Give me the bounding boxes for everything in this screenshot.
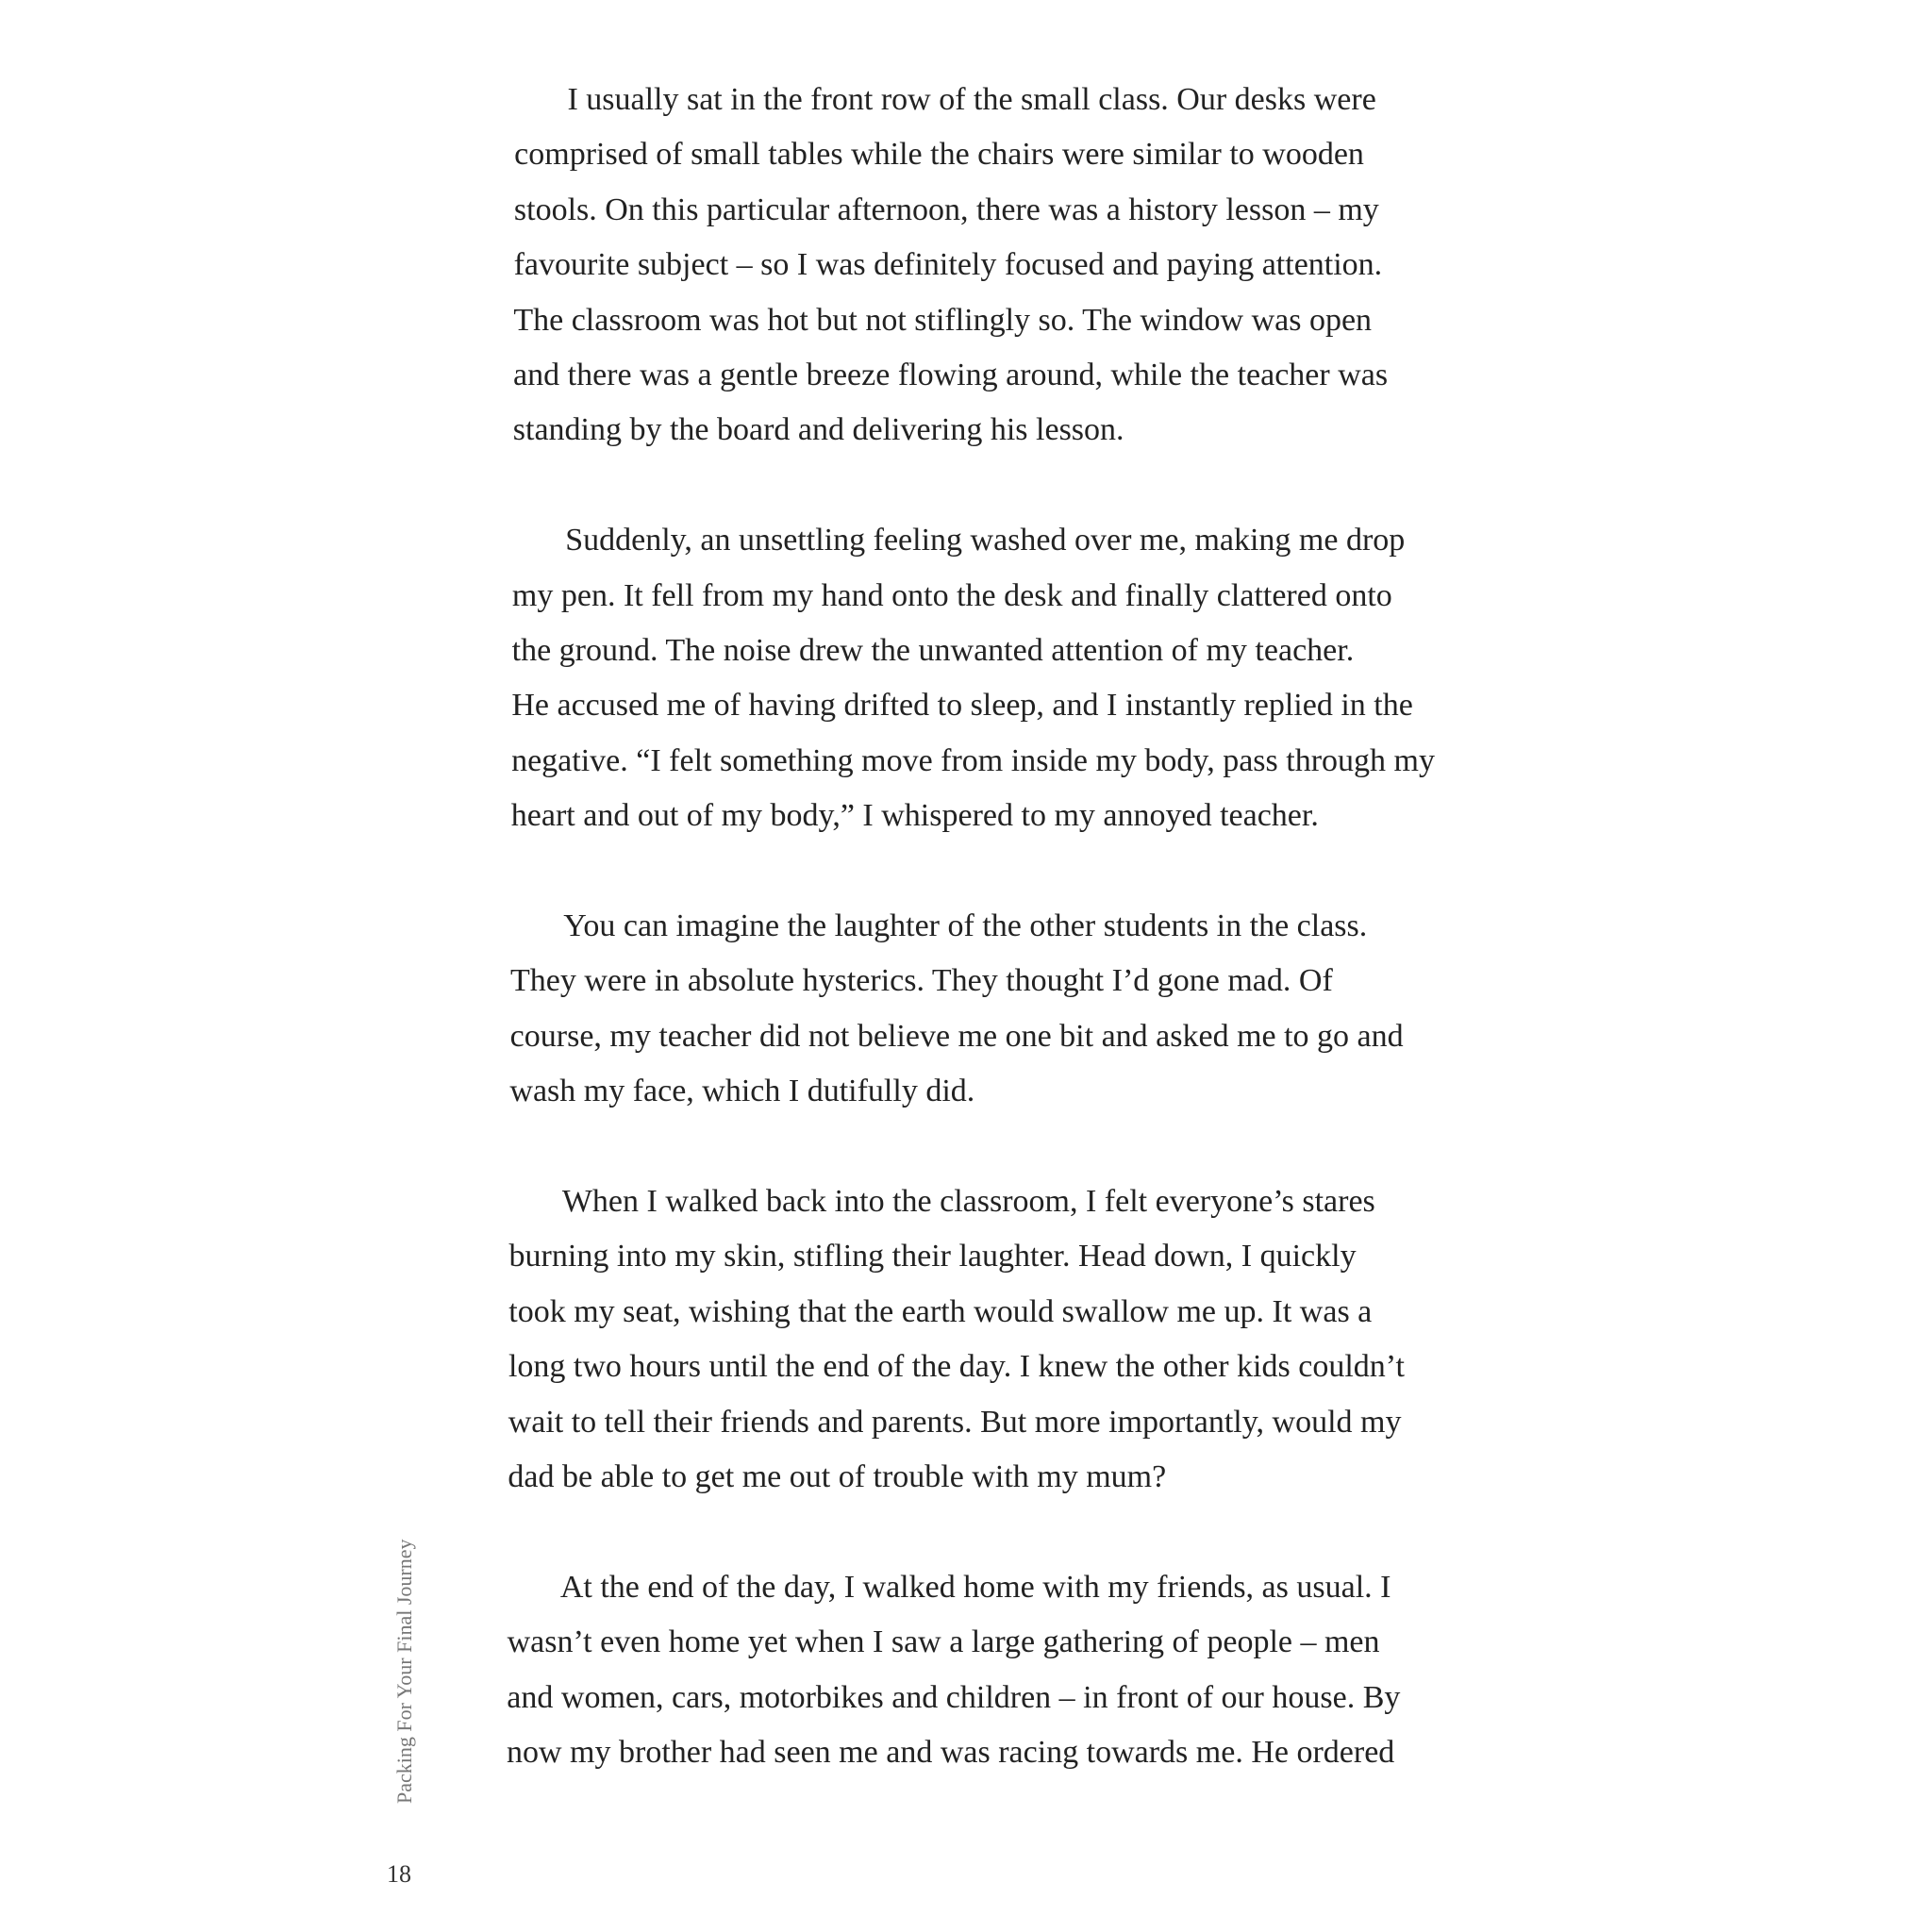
text-line: and there was a gentle breeze flowing around, while the teacher was [513,358,1389,392]
text-line: At the end of the day, I walked home with my friends, as usual. I [559,1569,1391,1605]
text-line: took my seat, wishing that the earth would swallow me up. It was a [508,1293,1373,1329]
text-line: He accused me of having drifted to sleep, and I instantly replied in the [511,688,1413,724]
text-line: dad be able to get me out of trouble with my mum? [508,1459,1167,1494]
text-line: wasn’t even home yet when I saw a large gathering of people – men [507,1624,1380,1660]
text-line: Suddenly, an unsettling feeling washed over me, making me drop [565,523,1406,558]
text-line: negative. “I felt something move from inside my body, pass through my [511,742,1435,778]
text-line: When I walked back into the classroom, I felt everyone’s stares [561,1184,1375,1219]
text-line: I usually sat in the front row of the small class. Our desks were [567,82,1376,117]
text-line: now my brother had seen me and was racing towards me. He ordered [507,1735,1395,1770]
text-line: The classroom was hot but not stiflingly so. The window was open [513,302,1373,338]
page-number: 18 [387,1860,411,1888]
text-line: and women, cars, motorbikes and children – in front of our house. By [507,1679,1401,1715]
text-line: favourite subject – so I was definitely focused and paying attention. [513,247,1383,283]
text-line: the ground. The noise drew the unwanted attention of my teacher. [511,633,1355,668]
text-line: my pen. It fell from my hand onto the desk and finally clattered onto [511,577,1392,613]
text-line: burning into my skin, stifling their laughter. Head down, I quickly [508,1239,1357,1274]
running-head: Packing For Your Final Journey [392,1539,416,1804]
text-line: wash my face, which I dutifully did. [509,1074,975,1109]
text-line: heart and out of my body,” I whispered to my annoyed teacher. [510,798,1319,834]
text-line: You can imagine the laughter of the other students in the class. [563,908,1368,943]
text-line: long two hours until the end of the day. I knew the other kids couldn’t [508,1349,1405,1385]
text-line: standing by the board and delivering his lesson. [512,412,1124,448]
text-line: They were in absolute hysterics. They thought I’d gone mad. Of [509,963,1333,999]
text-line: course, my teacher did not believe me one bit and asked me to go and [509,1018,1404,1054]
text-line: comprised of small tables while the chairs were similar to wooden [514,137,1364,173]
text-line: stools. On this particular afternoon, there was a history lesson – my [513,192,1379,227]
text-line: wait to tell their friends and parents. But more importantly, would my [508,1404,1402,1440]
